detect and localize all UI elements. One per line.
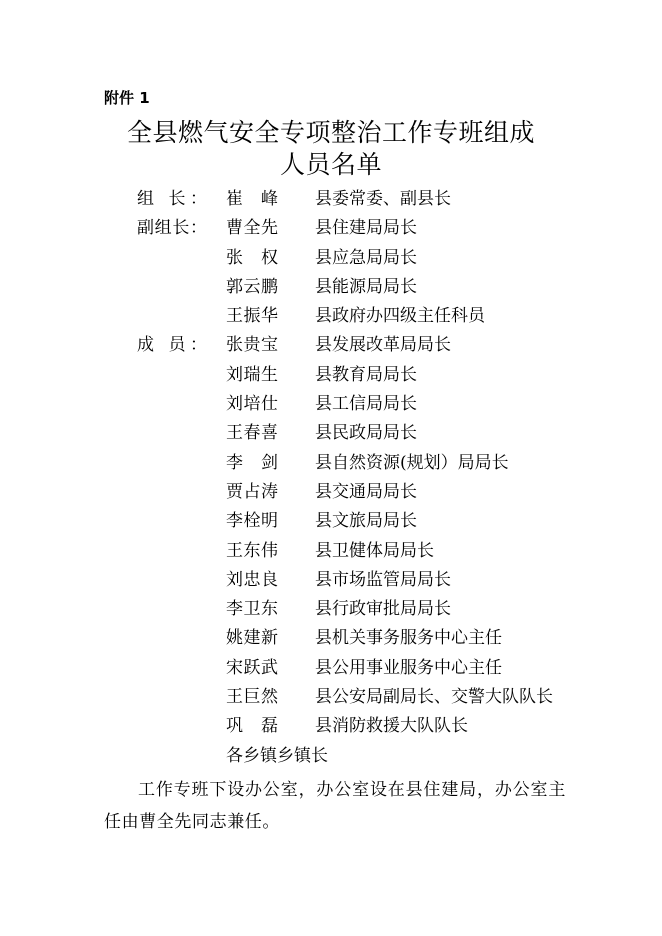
member-name: 姚建新 <box>226 628 278 649</box>
member-role: 组 长： <box>137 189 207 209</box>
member-name: 王春喜 <box>226 423 278 444</box>
member-role: 成 员： <box>137 335 207 356</box>
member-role: 副组长： <box>137 218 207 239</box>
member-row <box>0 478 662 507</box>
member-title: 县发展改革局局长 <box>315 335 451 356</box>
member-row <box>0 390 662 419</box>
member-name: 刘忠良 <box>226 569 278 590</box>
member-title: 县公用事业服务中心主任 <box>315 657 502 678</box>
member-name: 王东伟 <box>226 540 278 561</box>
member-row <box>0 185 662 214</box>
member-title: 县交通局局长 <box>315 481 417 502</box>
member-title: 县住建局局长 <box>315 218 417 239</box>
member-row <box>0 654 662 683</box>
document-title-line-1: 全县燃气安全专项整治工作专班组成 <box>126 118 535 147</box>
member-title: 县自然资源(规划）局局长 <box>315 452 509 473</box>
member-row <box>0 273 662 302</box>
member-title: 县公安局副局长、交警大队队长 <box>315 687 553 708</box>
member-name: 刘瑞生 <box>226 364 278 385</box>
member-name: 王振华 <box>226 306 278 327</box>
member-title: 县能源局局长 <box>315 276 417 297</box>
member-name: 李卫东 <box>226 599 278 620</box>
member-name: 刘培仕 <box>226 394 278 415</box>
member-name: 张贵宝 <box>226 335 278 356</box>
member-row <box>0 302 662 331</box>
member-name: 李 剑 <box>226 452 278 473</box>
member-title: 县应急局局长 <box>315 247 417 268</box>
member-name: 各乡镇乡镇长 <box>226 745 328 766</box>
member-row <box>0 507 662 536</box>
member-title: 县消防救援大队队长 <box>315 716 468 737</box>
member-title: 县文旅局局长 <box>315 511 417 532</box>
member-title: 县机关事务服务中心主任 <box>315 628 502 649</box>
office-note-paragraph: 工作专班下设办公室，办公室设在县住建局，办公室主任由曹全先同志兼任。 <box>104 780 566 832</box>
member-name: 贾占涛 <box>226 481 278 502</box>
member-name: 张 权 <box>226 247 278 268</box>
member-title: 县政府办四级主任科员 <box>315 306 485 327</box>
member-title: 县行政审批局局长 <box>315 599 451 620</box>
member-name: 崔 峰 <box>226 189 278 209</box>
member-row <box>0 566 662 595</box>
member-row <box>0 683 662 712</box>
member-row <box>0 331 662 360</box>
member-row <box>0 419 662 448</box>
member-name: 巩 磊 <box>226 716 278 737</box>
document-title-line-2: 人员名单 <box>279 150 382 179</box>
member-row <box>0 214 662 243</box>
member-row <box>0 537 662 566</box>
member-title: 县卫健体局局长 <box>315 540 434 561</box>
member-row <box>0 449 662 478</box>
member-name: 曹全先 <box>226 218 278 239</box>
member-row <box>0 712 662 741</box>
member-title: 县工信局局长 <box>315 394 417 415</box>
member-name: 郭云鹏 <box>226 276 278 297</box>
member-title: 县民政局局长 <box>315 423 417 444</box>
member-name: 宋跃武 <box>226 657 278 678</box>
member-row <box>0 244 662 273</box>
member-row <box>0 742 662 771</box>
member-row <box>0 624 662 653</box>
member-list <box>0 185 662 771</box>
member-name: 李栓明 <box>226 511 278 532</box>
member-title: 县委常委、副县长 <box>315 189 451 209</box>
attachment-label: 附件 1 <box>104 89 150 107</box>
member-row <box>0 361 662 390</box>
member-name: 王巨然 <box>226 687 278 708</box>
member-title: 县教育局局长 <box>315 364 417 385</box>
member-row <box>0 595 662 624</box>
member-title: 县市场监管局局长 <box>315 569 451 590</box>
